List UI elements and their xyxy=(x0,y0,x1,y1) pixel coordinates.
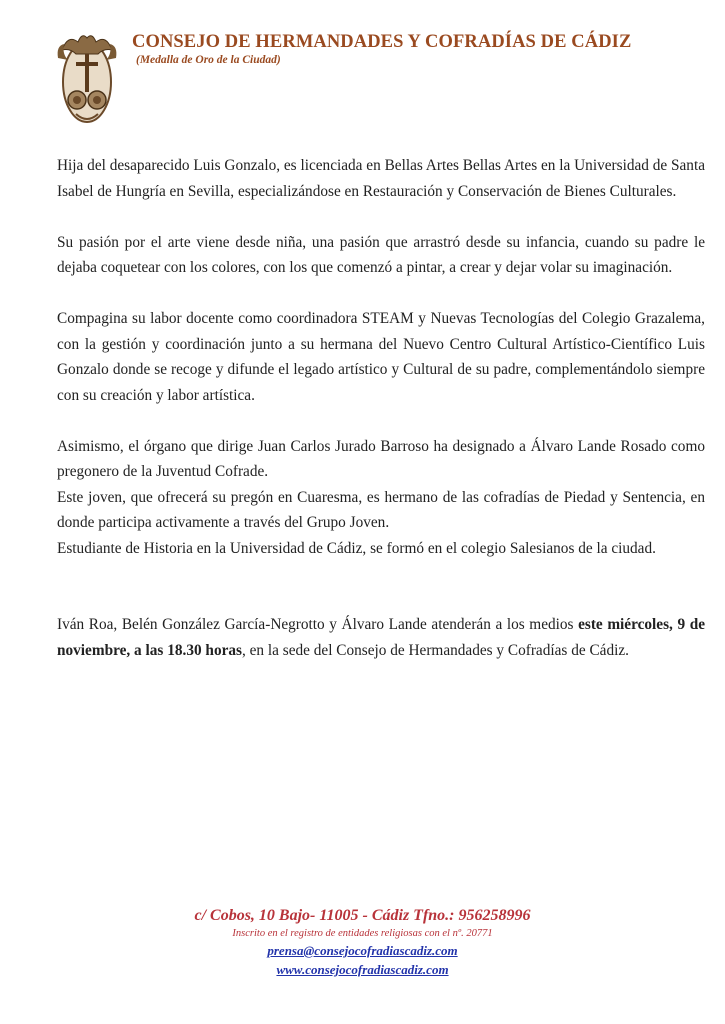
pregonero-line-2: Este joven, que ofrecerá su pregón en Cuaresma, es hermano de las cofradías de Piedad y Sentencia, en donde participa activamente a través del Grupo Joven. xyxy=(57,488,705,531)
paragraph-biography: Hija del desaparecido Luis Gonzalo, es licenciada en Bellas Artes Bellas Artes en la Universidad de Santa Isabel de Hungría en Sevilla, especializándose en Restauración y Conservación de Bienes Culturales. xyxy=(57,157,705,200)
coat-of-arms-emblem-icon xyxy=(54,28,120,126)
footer-email-link[interactable]: prensa@consejocofradiascadiz.com xyxy=(267,943,458,958)
organization-subtitle: (Medalla de Oro de la Ciudad) xyxy=(136,54,281,66)
paragraph-pregonero xyxy=(57,434,705,562)
footer-address: c/ Cobos, 10 Bajo- 11005 - Cádiz Tfno.: 956258996 xyxy=(194,907,531,924)
paragraph-press-event xyxy=(57,612,705,663)
footer-website-link[interactable]: www.consejocofradiascadiz.com xyxy=(276,962,449,977)
paragraph-art-passion: Su pasión por el arte viene desde niña, una pasión que arrastró desde su infancia, cuando su padre le dejaba coquetear con los colores, con los que comenzó a pintar, a crear y dejar volar su imaginación. xyxy=(57,233,705,276)
pregonero-line-3: Estudiante de Historia en la Universidad de Cádiz, se formó en el colegio Salesianos de la ciudad. xyxy=(57,539,656,557)
letterhead xyxy=(54,28,694,128)
pregonero-line-1: Asimismo, el órgano que dirige Juan Carlos Jurado Barroso ha designado a Álvaro Lande Rosado como pregonero de la Juventud Cofrade. xyxy=(57,437,705,480)
organization-title: CONSEJO DE HERMANDADES Y COFRADÍAS DE CÁDIZ xyxy=(132,32,632,52)
press-event-location: , en la sede del Consejo de Hermandades y Cofradías de Cádiz. xyxy=(241,641,629,659)
letterhead-footer xyxy=(0,906,725,979)
document-body xyxy=(57,153,705,689)
press-event-datetime: este miércoles, 9 de noviembre, a las 18.30 horas xyxy=(57,616,706,659)
footer-registry-note: Inscrito en el registro de entidades religiosas con el nº. 20771 xyxy=(232,928,493,939)
paragraph-teaching: Compagina su labor docente como coordinadora STEAM y Nuevas Tecnologías del Colegio Grazalema, con la gestión y coordinación junto a su hermana del Nuevo Centro Cultural Artístico-Científico Luis Gonzalo donde se recoge y difunde el legado artístico y Cultural de su padre, complementándolo siempre con su creación y labor artística. xyxy=(57,310,705,404)
press-event-intro: Iván Roa, Belén González García-Negrotto y Álvaro Lande atenderán a los medios xyxy=(57,616,579,633)
